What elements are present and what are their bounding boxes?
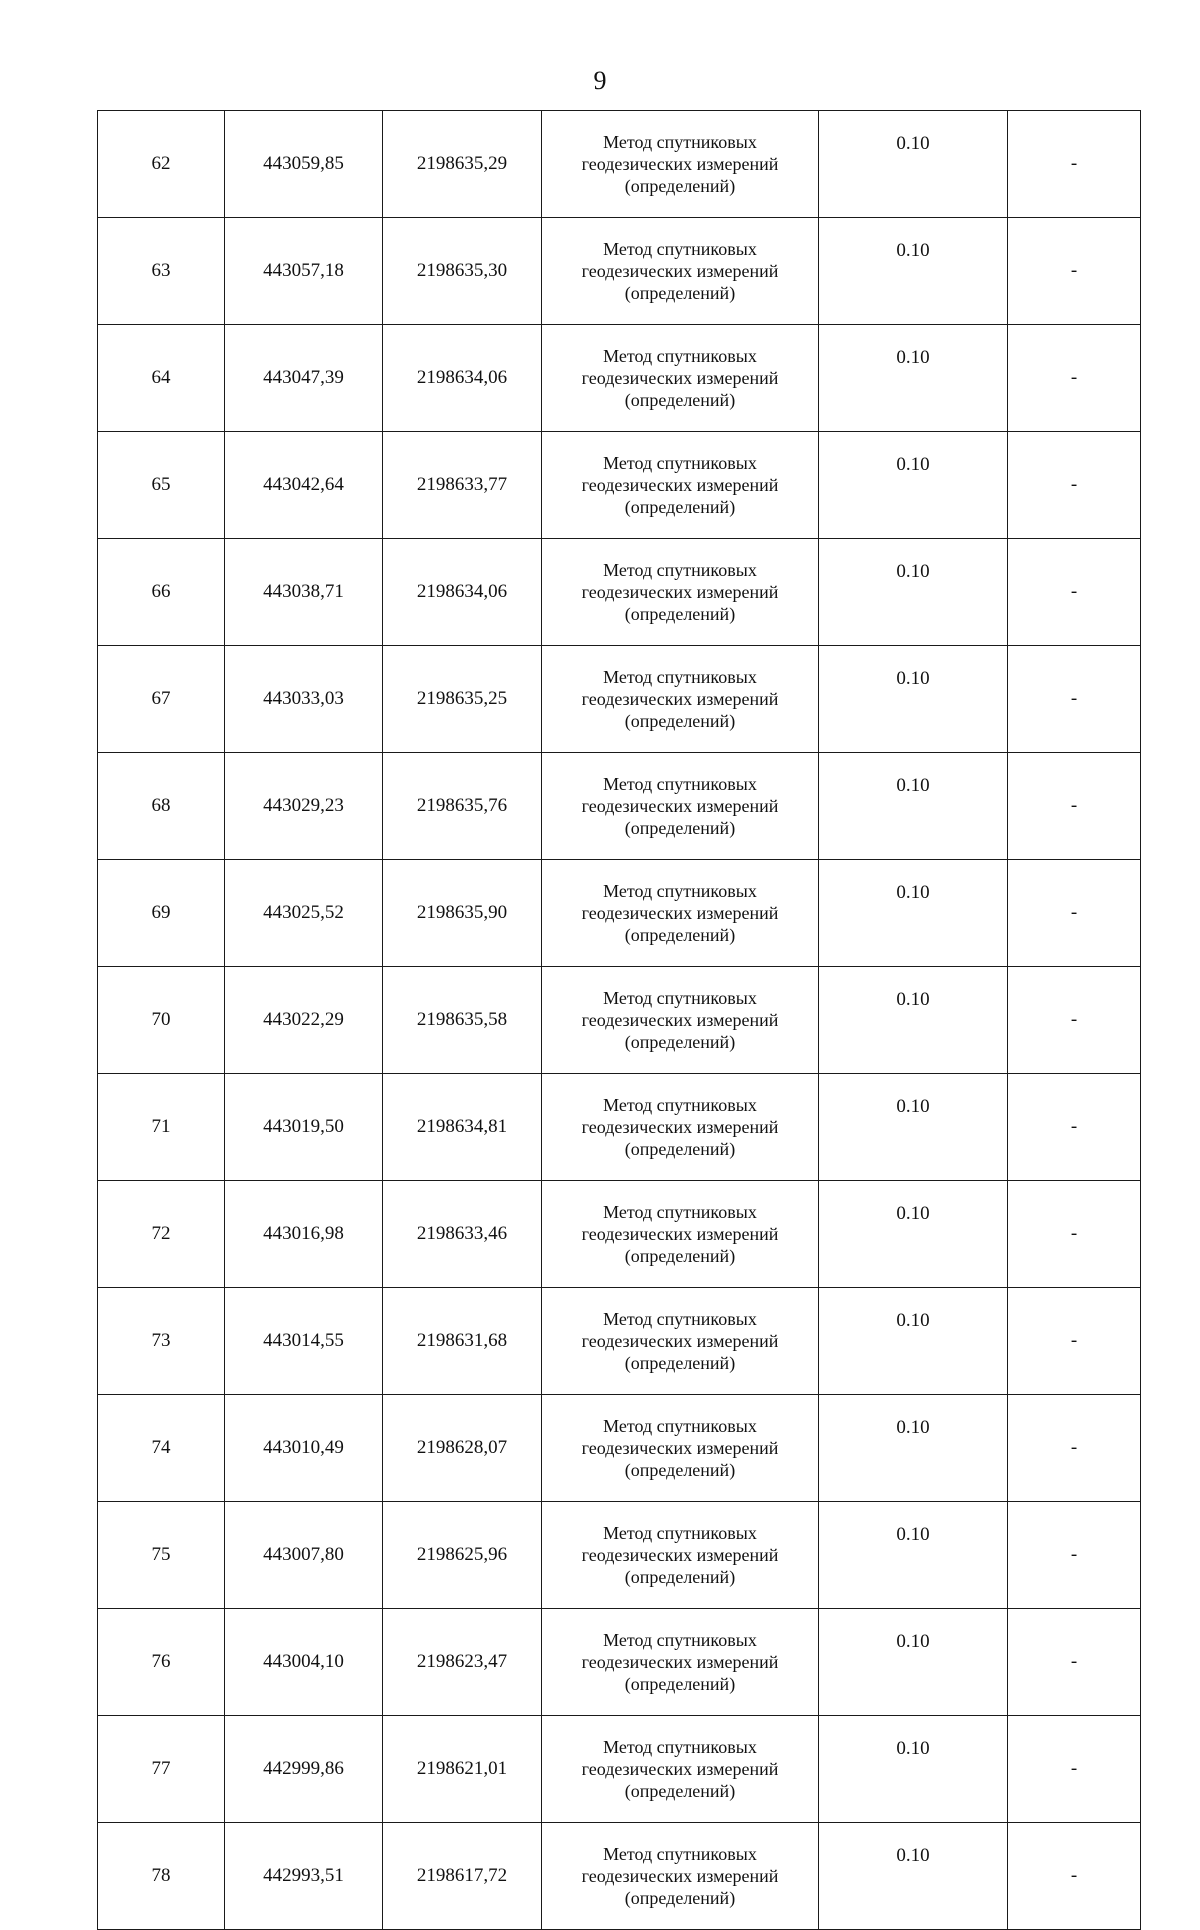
method-text-line: геодезических измерений bbox=[581, 903, 779, 923]
method-text-line: геодезических измерений bbox=[581, 582, 779, 602]
note-cell: - bbox=[1008, 1609, 1141, 1716]
table-row bbox=[98, 1502, 1141, 1609]
coordinates-table bbox=[97, 110, 1141, 1930]
x-coordinate-cell: 443019,50 bbox=[225, 1074, 383, 1181]
point-number-cell: 75 bbox=[98, 1502, 225, 1609]
x-coordinate-cell: 443004,10 bbox=[225, 1609, 383, 1716]
y-coordinate-cell: 2198628,07 bbox=[383, 1395, 542, 1502]
table-row bbox=[98, 325, 1141, 432]
method-text-line: Метод спутниковых bbox=[603, 1630, 757, 1650]
method-text-line: Метод спутниковых bbox=[603, 1523, 757, 1543]
method-text-line: (определений) bbox=[624, 1460, 736, 1480]
x-coordinate-cell: 443016,98 bbox=[225, 1181, 383, 1288]
x-coordinate-cell: 443038,71 bbox=[225, 539, 383, 646]
y-coordinate-cell: 2198617,72 bbox=[383, 1823, 542, 1930]
accuracy-cell: 0.10 bbox=[819, 1609, 1008, 1716]
y-coordinate-cell: 2198635,58 bbox=[383, 967, 542, 1074]
note-cell: - bbox=[1008, 111, 1141, 218]
method-cell bbox=[542, 218, 819, 325]
method-text-line: геодезических измерений bbox=[581, 475, 779, 495]
method-text-line: Метод спутниковых bbox=[603, 346, 757, 366]
point-number-cell: 67 bbox=[98, 646, 225, 753]
point-number-cell: 71 bbox=[98, 1074, 225, 1181]
table-row bbox=[98, 860, 1141, 967]
note-cell: - bbox=[1008, 1716, 1141, 1823]
method-text-line: Метод спутниковых bbox=[603, 1844, 757, 1864]
x-coordinate-cell: 443047,39 bbox=[225, 325, 383, 432]
y-coordinate-cell: 2198635,30 bbox=[383, 218, 542, 325]
method-text-line: геодезических измерений bbox=[581, 1866, 779, 1886]
note-cell: - bbox=[1008, 539, 1141, 646]
accuracy-cell: 0.10 bbox=[819, 1074, 1008, 1181]
method-text-line: геодезических измерений bbox=[581, 1117, 779, 1137]
y-coordinate-cell: 2198623,47 bbox=[383, 1609, 542, 1716]
note-cell: - bbox=[1008, 967, 1141, 1074]
accuracy-cell: 0.10 bbox=[819, 1502, 1008, 1609]
x-coordinate-cell: 443042,64 bbox=[225, 432, 383, 539]
x-coordinate-cell: 443022,29 bbox=[225, 967, 383, 1074]
method-text-line: геодезических измерений bbox=[581, 796, 779, 816]
method-text-line: геодезических измерений bbox=[581, 1652, 779, 1672]
method-text-line: Метод спутниковых bbox=[603, 881, 757, 901]
accuracy-cell: 0.10 bbox=[819, 111, 1008, 218]
point-number-cell: 70 bbox=[98, 967, 225, 1074]
table-row bbox=[98, 1074, 1141, 1181]
method-cell bbox=[542, 1074, 819, 1181]
point-number-cell: 73 bbox=[98, 1288, 225, 1395]
method-cell bbox=[542, 1395, 819, 1502]
accuracy-cell: 0.10 bbox=[819, 1823, 1008, 1930]
note-cell: - bbox=[1008, 646, 1141, 753]
method-text-line: (определений) bbox=[624, 818, 736, 838]
note-cell: - bbox=[1008, 1074, 1141, 1181]
table-row bbox=[98, 967, 1141, 1074]
point-number-cell: 62 bbox=[98, 111, 225, 218]
note-cell: - bbox=[1008, 1395, 1141, 1502]
accuracy-cell: 0.10 bbox=[819, 860, 1008, 967]
method-text-line: Метод спутниковых bbox=[603, 1416, 757, 1436]
method-text-line: (определений) bbox=[624, 1246, 736, 1266]
method-text-line: геодезических измерений bbox=[581, 1545, 779, 1565]
note-cell: - bbox=[1008, 1288, 1141, 1395]
x-coordinate-cell: 443010,49 bbox=[225, 1395, 383, 1502]
page-number: 9 bbox=[593, 66, 607, 95]
point-number-cell: 63 bbox=[98, 218, 225, 325]
point-number-cell: 72 bbox=[98, 1181, 225, 1288]
method-text-line: (определений) bbox=[624, 176, 736, 196]
accuracy-cell: 0.10 bbox=[819, 325, 1008, 432]
point-number-cell: 66 bbox=[98, 539, 225, 646]
table-row bbox=[98, 753, 1141, 860]
method-text-line: геодезических измерений bbox=[581, 1010, 779, 1030]
x-coordinate-cell: 443057,18 bbox=[225, 218, 383, 325]
method-text-line: (определений) bbox=[624, 1888, 736, 1908]
y-coordinate-cell: 2198635,25 bbox=[383, 646, 542, 753]
method-cell bbox=[542, 432, 819, 539]
y-coordinate-cell: 2198633,46 bbox=[383, 1181, 542, 1288]
method-cell bbox=[542, 1288, 819, 1395]
accuracy-cell: 0.10 bbox=[819, 967, 1008, 1074]
point-number-cell: 68 bbox=[98, 753, 225, 860]
x-coordinate-cell: 443007,80 bbox=[225, 1502, 383, 1609]
method-text-line: Метод спутниковых bbox=[603, 1309, 757, 1329]
method-text-line: Метод спутниковых bbox=[603, 774, 757, 794]
table-row bbox=[98, 432, 1141, 539]
method-text-line: Метод спутниковых bbox=[603, 560, 757, 580]
method-text-line: геодезических измерений bbox=[581, 368, 779, 388]
method-text-line: Метод спутниковых bbox=[603, 453, 757, 473]
table-row bbox=[98, 111, 1141, 218]
table-row bbox=[98, 1181, 1141, 1288]
method-text-line: геодезических измерений bbox=[581, 1224, 779, 1244]
table-row bbox=[98, 1609, 1141, 1716]
point-number-cell: 65 bbox=[98, 432, 225, 539]
y-coordinate-cell: 2198634,06 bbox=[383, 539, 542, 646]
note-cell: - bbox=[1008, 1181, 1141, 1288]
method-cell bbox=[542, 860, 819, 967]
x-coordinate-cell: 443029,23 bbox=[225, 753, 383, 860]
method-cell bbox=[542, 111, 819, 218]
method-text-line: (определений) bbox=[624, 283, 736, 303]
method-text-line: (определений) bbox=[624, 604, 736, 624]
x-coordinate-cell: 442993,51 bbox=[225, 1823, 383, 1930]
method-cell bbox=[542, 1502, 819, 1609]
method-text-line: Метод спутниковых bbox=[603, 1095, 757, 1115]
accuracy-cell: 0.10 bbox=[819, 1288, 1008, 1395]
method-cell bbox=[542, 1823, 819, 1930]
accuracy-cell: 0.10 bbox=[819, 646, 1008, 753]
table-row bbox=[98, 539, 1141, 646]
method-text-line: (определений) bbox=[624, 1139, 736, 1159]
method-text-line: (определений) bbox=[624, 1781, 736, 1801]
y-coordinate-cell: 2198634,81 bbox=[383, 1074, 542, 1181]
table-row bbox=[98, 1716, 1141, 1823]
coordinates-table-body bbox=[98, 111, 1141, 1930]
method-cell bbox=[542, 1609, 819, 1716]
y-coordinate-cell: 2198631,68 bbox=[383, 1288, 542, 1395]
y-coordinate-cell: 2198635,76 bbox=[383, 753, 542, 860]
method-text-line: геодезических измерений bbox=[581, 1759, 779, 1779]
note-cell: - bbox=[1008, 1823, 1141, 1930]
table-row bbox=[98, 1823, 1141, 1930]
method-cell bbox=[542, 1181, 819, 1288]
point-number-cell: 74 bbox=[98, 1395, 225, 1502]
note-cell: - bbox=[1008, 218, 1141, 325]
method-text-line: (определений) bbox=[624, 1032, 736, 1052]
x-coordinate-cell: 443059,85 bbox=[225, 111, 383, 218]
method-text-line: Метод спутниковых bbox=[603, 667, 757, 687]
method-text-line: геодезических измерений bbox=[581, 261, 779, 281]
method-text-line: (определений) bbox=[624, 497, 736, 517]
note-cell: - bbox=[1008, 860, 1141, 967]
method-text-line: Метод спутниковых bbox=[603, 1202, 757, 1222]
method-text-line: (определений) bbox=[624, 925, 736, 945]
table-row bbox=[98, 1395, 1141, 1502]
method-text-line: (определений) bbox=[624, 1567, 736, 1587]
table-row bbox=[98, 218, 1141, 325]
accuracy-cell: 0.10 bbox=[819, 1181, 1008, 1288]
accuracy-cell: 0.10 bbox=[819, 753, 1008, 860]
table-row bbox=[98, 646, 1141, 753]
method-text-line: геодезических измерений bbox=[581, 1331, 779, 1351]
method-text-line: Метод спутниковых bbox=[603, 1737, 757, 1757]
accuracy-cell: 0.10 bbox=[819, 432, 1008, 539]
method-text-line: (определений) bbox=[624, 1674, 736, 1694]
y-coordinate-cell: 2198625,96 bbox=[383, 1502, 542, 1609]
accuracy-cell: 0.10 bbox=[819, 539, 1008, 646]
y-coordinate-cell: 2198634,06 bbox=[383, 325, 542, 432]
method-text-line: Метод спутниковых bbox=[603, 988, 757, 1008]
x-coordinate-cell: 442999,86 bbox=[225, 1716, 383, 1823]
method-cell bbox=[542, 539, 819, 646]
point-number-cell: 64 bbox=[98, 325, 225, 432]
accuracy-cell: 0.10 bbox=[819, 218, 1008, 325]
method-text-line: (определений) bbox=[624, 1353, 736, 1373]
method-text-line: геодезических измерений bbox=[581, 689, 779, 709]
table-row bbox=[98, 1288, 1141, 1395]
method-cell bbox=[542, 325, 819, 432]
note-cell: - bbox=[1008, 753, 1141, 860]
point-number-cell: 77 bbox=[98, 1716, 225, 1823]
method-cell bbox=[542, 967, 819, 1074]
accuracy-cell: 0.10 bbox=[819, 1395, 1008, 1502]
method-text-line: (определений) bbox=[624, 390, 736, 410]
y-coordinate-cell: 2198635,29 bbox=[383, 111, 542, 218]
method-cell bbox=[542, 1716, 819, 1823]
method-text-line: Метод спутниковых bbox=[603, 239, 757, 259]
method-cell bbox=[542, 646, 819, 753]
note-cell: - bbox=[1008, 325, 1141, 432]
y-coordinate-cell: 2198633,77 bbox=[383, 432, 542, 539]
note-cell: - bbox=[1008, 1502, 1141, 1609]
method-text-line: геодезических измерений bbox=[581, 154, 779, 174]
point-number-cell: 76 bbox=[98, 1609, 225, 1716]
method-text-line: Метод спутниковых bbox=[603, 132, 757, 152]
point-number-cell: 78 bbox=[98, 1823, 225, 1930]
y-coordinate-cell: 2198635,90 bbox=[383, 860, 542, 967]
note-cell: - bbox=[1008, 432, 1141, 539]
method-text-line: геодезических измерений bbox=[581, 1438, 779, 1458]
y-coordinate-cell: 2198621,01 bbox=[383, 1716, 542, 1823]
x-coordinate-cell: 443025,52 bbox=[225, 860, 383, 967]
point-number-cell: 69 bbox=[98, 860, 225, 967]
x-coordinate-cell: 443014,55 bbox=[225, 1288, 383, 1395]
method-text-line: (определений) bbox=[624, 711, 736, 731]
accuracy-cell: 0.10 bbox=[819, 1716, 1008, 1823]
method-cell bbox=[542, 753, 819, 860]
x-coordinate-cell: 443033,03 bbox=[225, 646, 383, 753]
